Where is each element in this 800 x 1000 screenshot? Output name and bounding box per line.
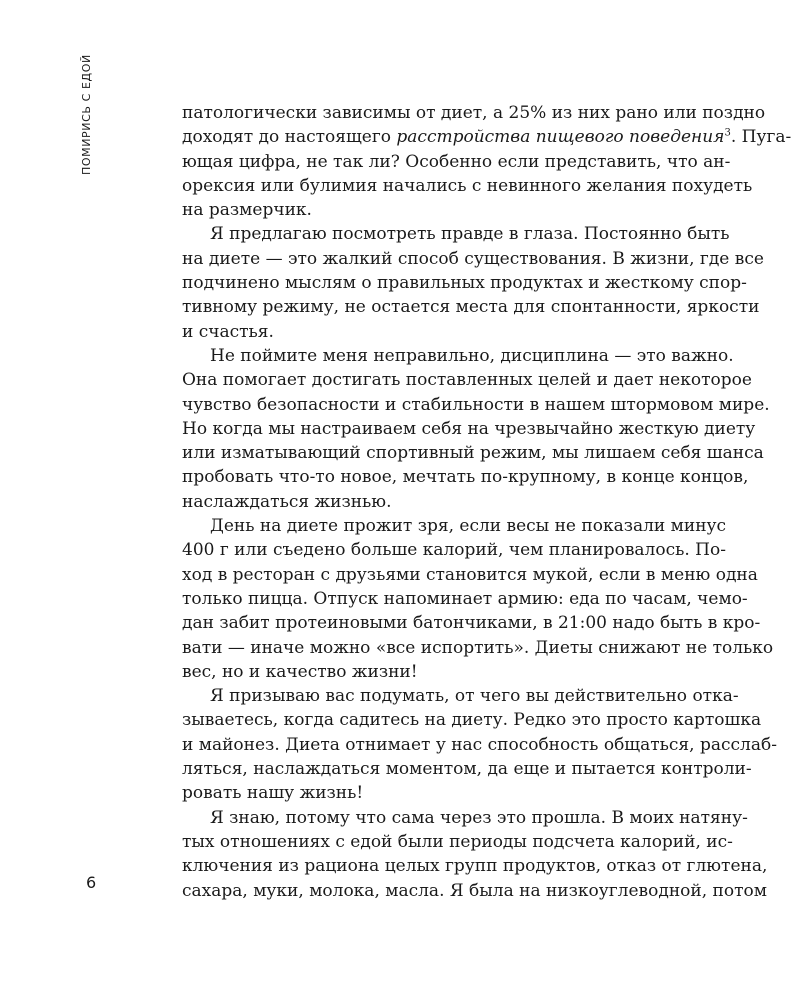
paragraph xyxy=(182,344,770,514)
text-line xyxy=(182,125,792,149)
text-line: 400 г или съедено больше калорий, чем планировалось. По- xyxy=(182,540,726,561)
italic-term: расстройства пищевого поведения xyxy=(396,127,725,148)
text-line: Не поймите меня неправильно, дисциплина — это важно. xyxy=(210,345,734,366)
text-line: ключения из рациона целых групп продуктов, отказ от глютена, xyxy=(182,856,768,877)
text-line: подчинено мыслям о правильных продуктах и жесткому спор- xyxy=(182,273,747,294)
running-head: ПОМИРИСЬ С ЕДОЙ xyxy=(80,54,93,175)
text-line: День на диете прожит зря, если весы не показали минус xyxy=(210,516,727,537)
text-fragment: доходят до настоящего xyxy=(182,127,397,148)
body-text xyxy=(182,101,792,903)
text-line: Но когда мы настраиваем себя на чрезвычайно жесткую диету xyxy=(182,418,756,439)
text-line: вес, но и качество жизни! xyxy=(182,661,418,682)
text-line: ющая цифра, не так ли? Особенно если представить, что ан- xyxy=(182,151,731,172)
text-line: наслаждаться жизнью. xyxy=(182,491,392,512)
text-line: на размерчик. xyxy=(182,200,312,221)
footnote-marker: 3 xyxy=(724,127,731,139)
text-line: вати — иначе можно «все испортить». Диеты снижают не только xyxy=(182,637,774,658)
page-number: 6 xyxy=(86,873,97,892)
text-line: Я знаю, потому что сама через это прошла. В моих натяну- xyxy=(210,807,748,828)
text-line: или изматывающий спортивный режим, мы лишаем себя шанса xyxy=(182,443,764,464)
text-line: и счастья. xyxy=(182,321,274,342)
text-line: пробовать что-то новое, мечтать по-крупному, в конце концов, xyxy=(182,467,749,488)
text-line: на диете — это жалкий способ существования. В жизни, где все xyxy=(182,248,764,269)
text-line: ход в ресторан с друзьями становится мукой, если в меню одна xyxy=(182,564,758,585)
text-line: Я призываю вас подумать, от чего вы действительно отка- xyxy=(210,686,739,707)
text-line: зываетесь, когда садитесь на диету. Редко это просто картошка xyxy=(182,710,762,731)
text-line: Она помогает достигать поставленных целей и дает некоторое xyxy=(182,370,752,391)
text-fragment: . Пуга- xyxy=(730,127,792,148)
paragraph xyxy=(182,101,792,222)
paragraph xyxy=(182,514,774,684)
text-line: ровать нашу жизнь! xyxy=(182,783,364,804)
text-line: чувство безопасности и стабильности в нашем штормовом мире. xyxy=(182,394,770,415)
text-line: Я предлагаю посмотреть правде в глаза. Постоянно быть xyxy=(210,224,730,245)
paragraph xyxy=(182,222,764,343)
text-line: орексия или булимия начались с невинного желания похудеть xyxy=(182,175,753,196)
text-line: только пицца. Отпуск напоминает армию: еда по часам, чемо- xyxy=(182,588,748,609)
text-line: патологически зависимы от диет, а 25% из них рано или поздно xyxy=(182,103,766,123)
text-line: тивному режиму, не остается места для спонтанности, яркости xyxy=(182,297,760,318)
text-line: сахара, муки, молока, масла. Я была на низкоуглеводной, потом xyxy=(182,880,767,901)
text-line: и майонез. Диета отнимает у нас способность общаться, расслаб- xyxy=(182,734,777,755)
text-line: тых отношениях с едой были периоды подсчета калорий, ис- xyxy=(182,831,733,852)
text-line: дан забит протеиновыми батончиками, в 21:00 надо быть в кро- xyxy=(182,613,761,634)
text-line: ляться, наслаждаться моментом, да еще и пытается контроли- xyxy=(182,759,752,780)
paragraph xyxy=(182,684,777,805)
paragraph xyxy=(182,806,768,903)
